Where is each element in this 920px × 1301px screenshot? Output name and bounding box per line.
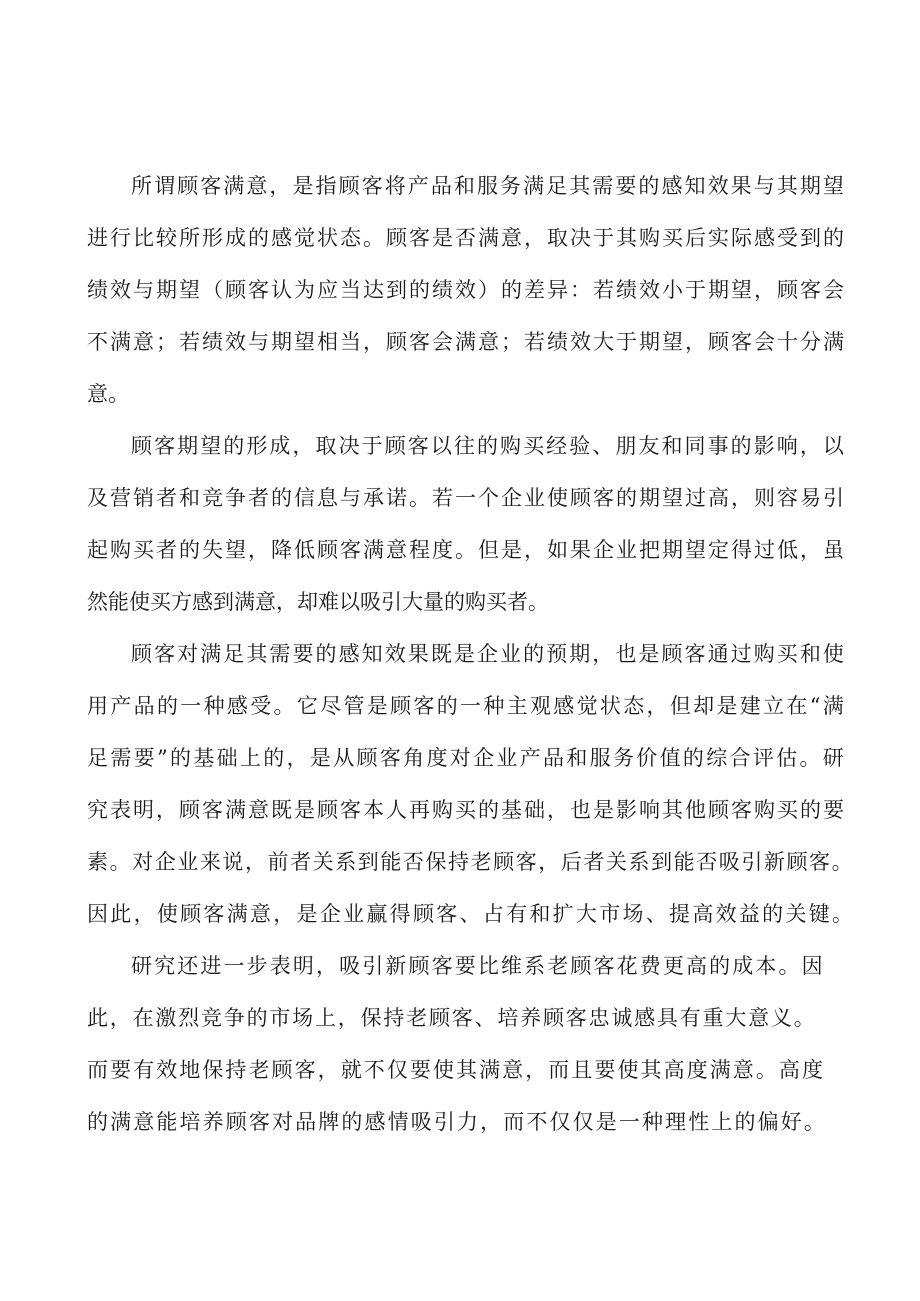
text-line: 起 购 买 者 的 失 望 ， 降 低 顾 客 满 意 程 度 。 但 是 ， 如 果 企 业 把 期 望 定 得 过 低 ， 虽 (87, 538, 844, 562)
text-line: 究 表 明 ， 顾 客 满 意 既 是 顾 客 本 人 再 购 买 的 基 础 ， 也 是 影 响 其 他 顾 客 购 买 的 要 (87, 798, 844, 822)
text-line: 及 营 销 者 和 竞 争 者 的 信 息 与 承 诺 。 若 一 个 企 业 使 顾 客 的 期 望 过 高 ， 则 容 易 引 (87, 486, 844, 510)
text-line: 用 产 品 的 一 种 感 受 。 它 尽 管 是 顾 客 的 一 种 主 观 感 觉 状 态 ， 但 却 是 建 立 在 “ 满 (87, 694, 844, 718)
text-line (0, 582, 920, 622)
text-content: 意。 (87, 382, 129, 406)
text-line: 顾 客 对 满 足 其 需 要 的 感 知 效 果 既 是 企 业 的 预 期 ， 也 是 顾 客 通 过 购 买 和 使 (131, 642, 844, 666)
text-line: 研 究 还 进 一 步 表 明 ， 吸 引 新 顾 客 要 比 维 系 老 顾 客 花 费 更 高 的 成 本 。 因 (131, 954, 823, 978)
text-line: 绩 效 与 期 望 （ 顾 客 认 为 应 当 达 到 的 绩 效 ） 的 差 异 ： 若 绩 效 小 于 期 望 ， 顾 客 会 (87, 278, 844, 302)
text-line: 足 需 要 ” 的 基 础 上 的 ， 是 从 顾 客 角 度 对 企 业 产 品 和 服 务 价 值 的 综 合 评 估 。 研 (87, 746, 844, 770)
text-content: 然能使买方感到满意，却难以吸引大量的购买者。 (87, 590, 549, 614)
text-line: 而 要 有 效 地 保 持 老 顾 客 ， 就 不 仅 要 使 其 满 意 ， 而 且 要 使 其 高 度 满 意 。 高 度 (87, 1058, 823, 1082)
text-line: 所 谓 顾 客 满 意 ， 是 指 顾 客 将 产 品 和 服 务 满 足 其 需 要 的 感 知 效 果 与 其 期 望 (131, 174, 844, 198)
text-line: 因 此 ， 使 顾 客 满 意 ， 是 企 业 赢 得 顾 客 、 占 有 和 扩 大 市 场 、 提 高 效 益 的 关 键 。 (87, 902, 853, 926)
text-line: 此 ， 在 激 烈 竞 争 的 市 场 上 ， 保 持 老 顾 客 、 培 养 顾 客 忠 诚 感 具 有 重 大 意 义 。 (87, 1006, 815, 1030)
text-line (0, 374, 920, 414)
text-line: 进 行 比 较 所 形 成 的 感 觉 状 态 。 顾 客 是 否 满 意 ， 取 决 于 其 购 买 后 实 际 感 受 到 的 (87, 226, 844, 250)
text-line: 不 满 意 ； 若 绩 效 与 期 望 相 当 ， 顾 客 会 满 意 ； 若 绩 效 大 于 期 望 ， 顾 客 会 十 分 满 (87, 330, 844, 354)
text-line: 的 满 意 能 培 养 顾 客 对 品 牌 的 感 情 吸 引 力 ， 而 不 仅 仅 是 一 种 理 性 上 的 偏 好 。 (87, 1110, 825, 1134)
text-line: 素 。 对 企 业 来 说 ， 前 者 关 系 到 能 否 保 持 老 顾 客 ， 后 者 关 系 到 能 否 吸 引 新 顾 客 。 (87, 850, 853, 874)
text-line: 顾 客 期 望 的 形 成 ， 取 决 于 顾 客 以 往 的 购 买 经 验 、 朋 友 和 同 事 的 影 响 ， 以 (131, 434, 844, 458)
